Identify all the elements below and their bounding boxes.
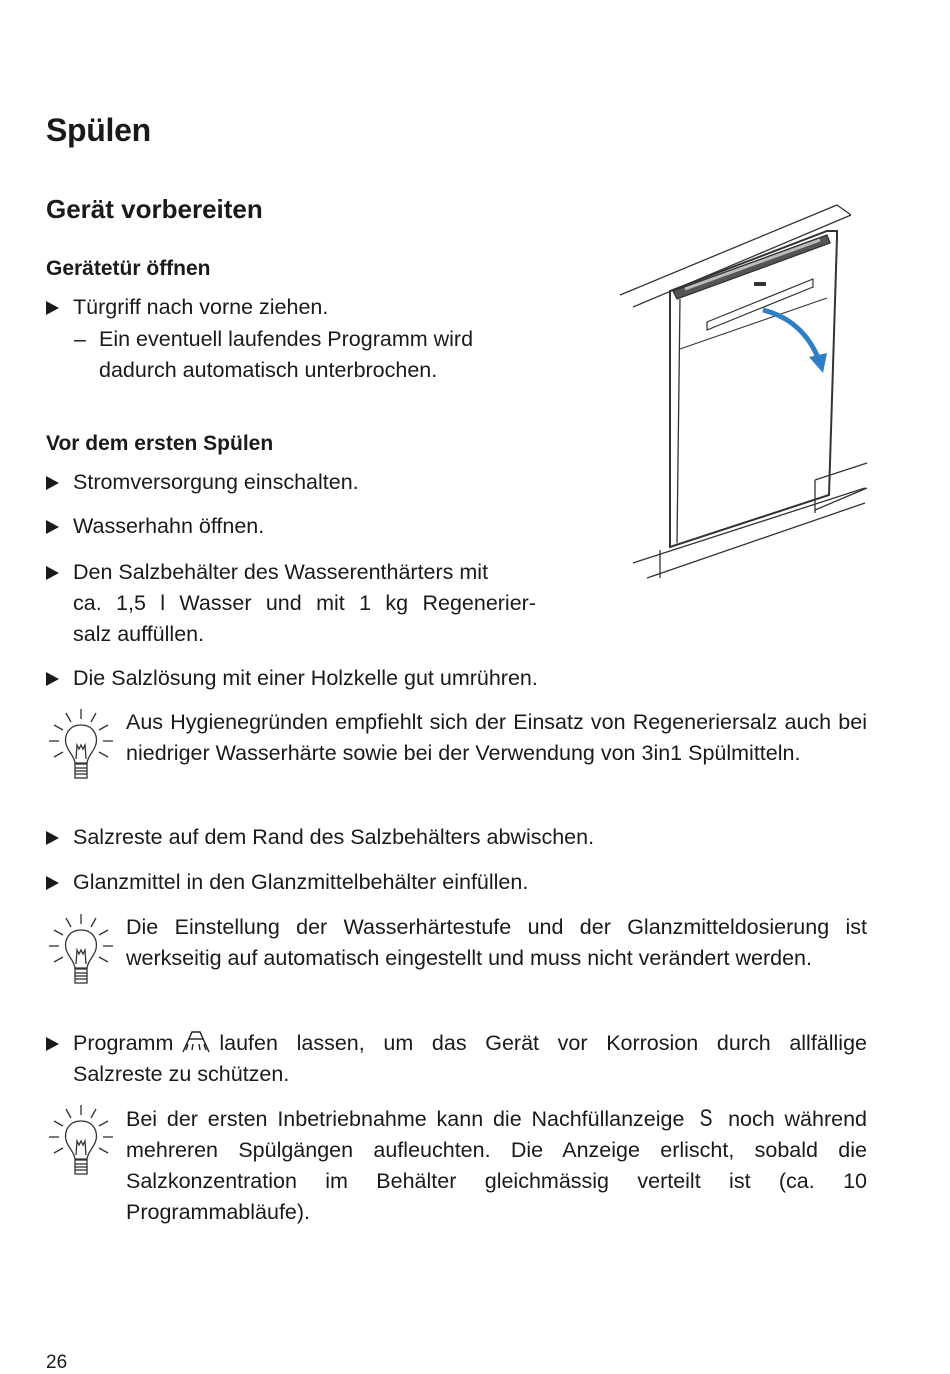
lightbulb-icon — [46, 707, 116, 787]
page-title: Spülen — [46, 112, 151, 148]
triangle-bullet-icon — [46, 476, 59, 490]
dishwasher-door-illustration — [615, 195, 875, 585]
step-fill-salt: Den Salzbehälter des Wasserenthärters mit ca. 1,5 l Wasser und mit 1 kg Regenerier- salz auffüllen. — [46, 557, 536, 650]
salt-refill-indicator-icon: S — [699, 1105, 713, 1132]
triangle-bullet-icon — [46, 672, 59, 686]
section-title: Gerät vorbereiten — [46, 194, 263, 224]
tip-note-hygiene: Aus Hygienegründen empfiehlt sich der Einsatz von Regeneriersalz auch bei niedriger Wasserhärte sowie bei der Verwendung von 3in1 Spülmitteln. — [46, 707, 867, 769]
triangle-bullet-icon — [46, 566, 59, 580]
lightbulb-icon — [46, 1103, 116, 1183]
step-result-note: – Ein eventuell laufendes Programm wird dadurch automatisch unterbrochen. — [74, 327, 474, 382]
step-open-tap: Wasserhahn öffnen. — [46, 511, 264, 542]
triangle-bullet-icon — [46, 301, 59, 315]
triangle-bullet-icon — [46, 520, 59, 534]
triangle-bullet-icon — [46, 876, 59, 890]
step-wipe-salt: Salzreste auf dem Rand des Salzbehälters abwischen. — [46, 822, 594, 853]
triangle-bullet-icon — [46, 1037, 59, 1051]
triangle-bullet-icon — [46, 831, 59, 845]
step-power-on: Stromversorgung einschalten. — [46, 467, 359, 498]
subsection-heading-door: Gerätetür öffnen — [46, 257, 211, 280]
lightbulb-icon — [46, 912, 116, 992]
page-number: 26 — [46, 1352, 68, 1373]
tip-note-salt-indicator: Bei der ersten Inbetriebnahme kann die Nachfüllanzeige S noch während mehreren Spülgängen aufleuchten. Die Anzeige erlischt, sobald die Salzkonzentration im Behälter gleichmässig verteilt ist (ca. 10 Programmabläufe). — [46, 1103, 867, 1228]
step-stir-solution: Die Salzlösung mit einer Holzkelle gut umrühren. — [46, 663, 538, 694]
rinse-program-icon — [179, 1028, 213, 1054]
step-pull-handle: Türgriff nach vorne ziehen. — [46, 292, 328, 323]
subsection-heading-first-rinse: Vor dem ersten Spülen — [46, 432, 274, 455]
tip-note-factory-settings: Die Einstellung der Wasserhärtestufe und der Glanzmitteldosierung ist werkseitig auf automatisch eingestellt und muss nicht verändert werden. — [46, 912, 867, 974]
step-run-program: Programm laufen lassen, um das Gerät vor Korrosion durch allfällige Salzreste zu schützen. — [46, 1028, 867, 1090]
step-fill-rinse-aid: Glanzmittel in den Glanzmittelbehälter einfüllen. — [46, 867, 528, 898]
